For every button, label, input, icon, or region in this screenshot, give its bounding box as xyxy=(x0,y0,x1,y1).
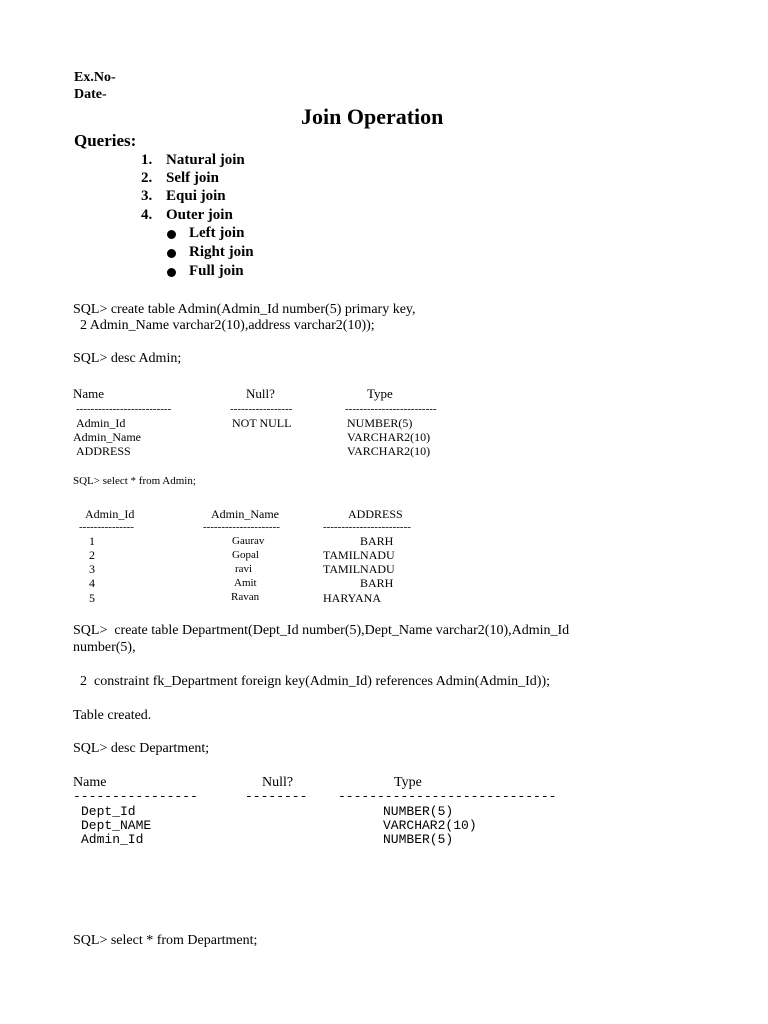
table-cell-id: 1 xyxy=(89,534,95,548)
column-header-null: Null? xyxy=(262,775,294,790)
table-cell-name: Dept_NAME xyxy=(81,818,152,833)
table-cell-type: VARCHAR2(10) xyxy=(347,430,431,444)
column-header-type: Type xyxy=(367,386,393,401)
column-divider-type: ------------------------- xyxy=(345,403,437,415)
column-divider-name: --------------------- xyxy=(203,521,280,533)
list-number: 1. xyxy=(141,152,153,168)
bullet-icon xyxy=(167,268,176,277)
table-cell-name: Admin_Id xyxy=(81,832,144,847)
sql-create-admin-line2: 2 Admin_Name varchar2(10),address varchar2(10)); xyxy=(73,318,375,333)
table-cell-name: Gaurav xyxy=(232,535,265,547)
table-cell-address: BARH xyxy=(360,534,394,548)
list-number: 3. xyxy=(141,188,153,204)
table-cell-address: BARH xyxy=(360,576,394,590)
sql-create-department-line2: number(5), xyxy=(73,640,136,655)
column-header-address: ADDRESS xyxy=(348,507,403,521)
bullet-item-full-join: Full join xyxy=(189,263,244,279)
table-cell-type: NUMBER(5) xyxy=(383,832,454,847)
column-header-admin-id: Admin_Id xyxy=(85,507,135,521)
sql-select-admin: SQL> select * from Admin; xyxy=(73,475,196,487)
sql-create-admin-line1: SQL> create table Admin(Admin_Id number(5) primary key, xyxy=(73,302,416,317)
table-cell-name: Admin_Id xyxy=(76,416,126,430)
table-cell-name: ravi xyxy=(235,563,253,575)
bullet-item-left-join: Left join xyxy=(189,225,245,241)
bullet-icon xyxy=(167,230,176,239)
list-item-self-join: Self join xyxy=(166,170,219,186)
table-cell-type: NUMBER(5) xyxy=(383,804,454,819)
table-cell-id: 5 xyxy=(89,591,95,605)
table-cell-type: NUMBER(5) xyxy=(347,416,413,430)
queries-heading: Queries: xyxy=(74,131,137,150)
list-item-natural-join: Natural join xyxy=(166,152,245,168)
table-cell-name: Admin_Name xyxy=(73,430,141,444)
table-cell-type: VARCHAR2(10) xyxy=(347,444,431,458)
sql-create-department-line1: SQL> create table Department(Dept_Id number(5),Dept_Name varchar2(10),Admin_Id xyxy=(73,623,570,638)
column-header-admin-name: Admin_Name xyxy=(211,507,279,521)
column-header-name: Name xyxy=(73,386,105,401)
sql-desc-admin: SQL> desc Admin; xyxy=(73,351,182,366)
table-cell-name: Dept_Id xyxy=(81,804,136,819)
page-title: Join Operation xyxy=(301,104,444,129)
bullet-item-right-join: Right join xyxy=(189,244,254,260)
list-number: 4. xyxy=(141,207,153,223)
sql-select-department: SQL> select * from Department; xyxy=(73,933,258,948)
table-cell-name: Gopal xyxy=(232,549,259,561)
table-cell-address: TAMILNADU xyxy=(323,562,395,576)
table-cell-id: 4 xyxy=(89,576,95,590)
list-number: 2. xyxy=(141,170,153,186)
table-created-message: Table created. xyxy=(73,708,152,723)
column-divider-null: -------- xyxy=(245,789,308,804)
column-divider-name: ---------------- xyxy=(73,789,198,804)
table-cell-id: 2 xyxy=(89,548,95,562)
column-header-name: Name xyxy=(73,775,107,790)
column-header-null: Null? xyxy=(246,386,275,401)
table-cell-address: HARYANA xyxy=(323,591,382,605)
column-divider-name: -------------------------- xyxy=(76,403,172,415)
column-header-type: Type xyxy=(394,775,422,790)
column-divider-type: ---------------------------- xyxy=(338,789,557,804)
date-label: Date- xyxy=(74,87,107,102)
table-cell-name: Ravan xyxy=(231,591,260,603)
sql-desc-department: SQL> desc Department; xyxy=(73,741,210,756)
table-cell-name: Amit xyxy=(234,577,257,589)
table-cell-name: ADDRESS xyxy=(76,444,131,458)
sql-create-department-line3: 2 constraint fk_Department foreign key(Admin_Id) references Admin(Admin_Id)); xyxy=(73,674,551,689)
list-item-outer-join: Outer join xyxy=(166,207,233,223)
table-cell-id: 3 xyxy=(89,562,95,576)
list-item-equi-join: Equi join xyxy=(166,188,226,204)
table-cell-address: TAMILNADU xyxy=(323,548,395,562)
exercise-number: Ex.No- xyxy=(74,70,116,85)
column-divider-null: ----------------- xyxy=(230,403,293,415)
column-divider-id: --------------- xyxy=(79,521,134,533)
table-cell-type: VARCHAR2(10) xyxy=(383,818,477,833)
bullet-icon xyxy=(167,249,176,258)
table-cell-null: NOT NULL xyxy=(232,416,292,430)
column-divider-address: ------------------------ xyxy=(323,521,411,533)
